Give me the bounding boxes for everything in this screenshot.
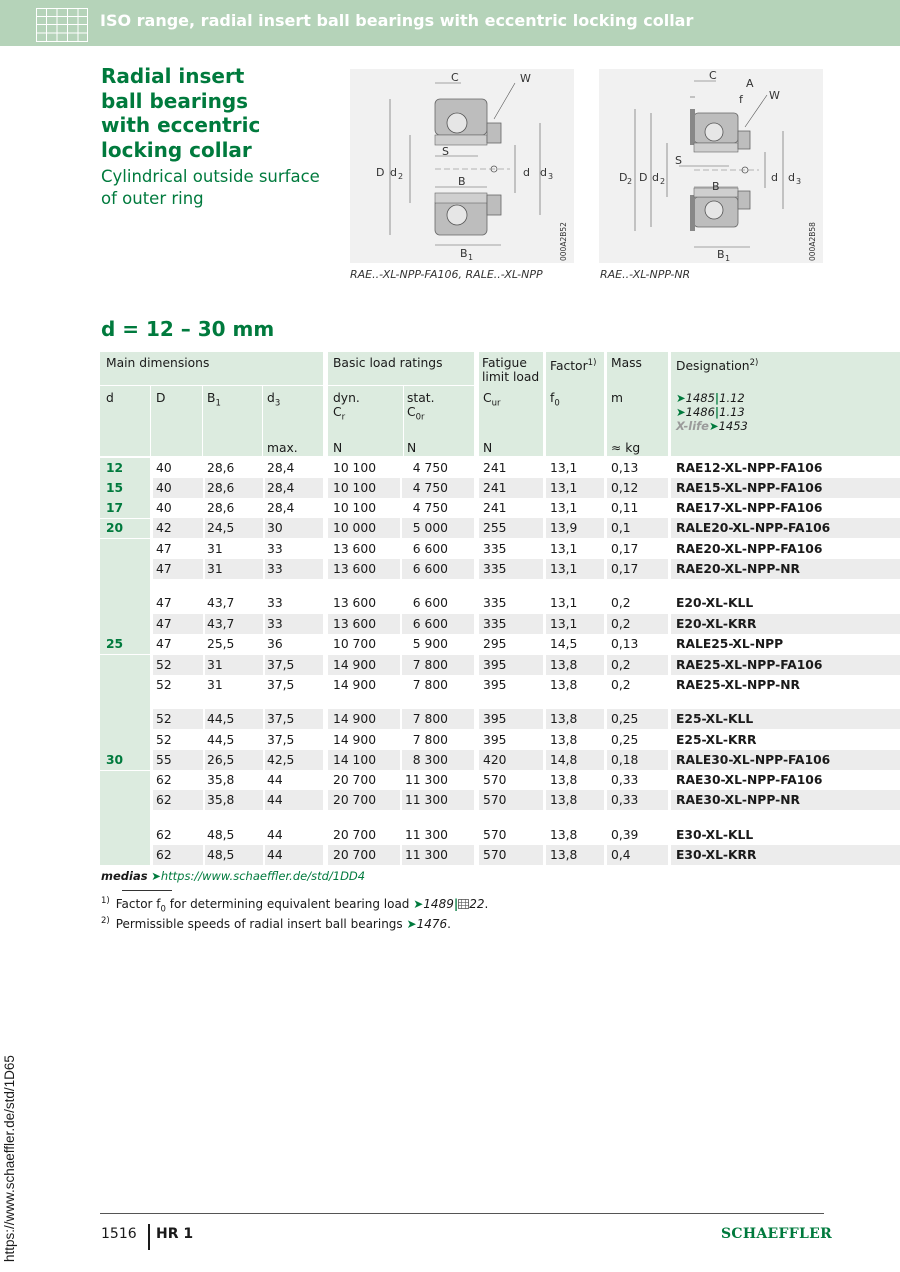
dim-label: D [639, 171, 648, 184]
cell-f0: 13,1 [550, 562, 578, 576]
cell-d3: 37,5 [267, 658, 295, 672]
cell-c0r: 6 600 [412, 617, 448, 631]
xlife-logo: X-life [676, 419, 709, 433]
cell-d3: 44 [267, 773, 283, 787]
dim-label: d [771, 171, 778, 184]
col-D: D [156, 391, 166, 405]
cell-c0r: 5 000 [412, 521, 448, 535]
dim-label: d [540, 166, 547, 179]
title-line: locking collar [101, 137, 252, 162]
cell-cr: 14 900 [333, 658, 377, 672]
table-row [100, 593, 900, 613]
cell-d3: 37,5 [267, 712, 295, 726]
cell-f0: 13,8 [550, 828, 578, 842]
dim-label: C [451, 71, 459, 84]
col-B1: $B_1$ [207, 391, 221, 409]
table-row [100, 750, 900, 770]
cell-b1: 31 [207, 658, 223, 672]
footnote-ref: 1) [587, 358, 597, 368]
cell-d: 47 [156, 637, 172, 651]
cell-cr: 10 700 [333, 637, 377, 651]
side-url[interactable]: https://www.schaeffler.de/std/1D65 [2, 1055, 17, 1262]
cell-designation: RALE20-XL-NPP-FA106 [676, 521, 831, 535]
cell-d: 25 [106, 637, 124, 651]
cell-d3: 36 [267, 637, 283, 651]
cell-cr: 20 700 [333, 848, 377, 862]
cell-designation: RAE20-XL-NPP-NR [676, 562, 800, 576]
cell-cur: 395 [483, 733, 507, 747]
dim-label: B [717, 248, 725, 261]
bearing-drawing-fa106 [350, 69, 574, 263]
title-line: with eccentric [101, 113, 261, 137]
cell-designation: RAE12-XL-NPP-FA106 [676, 461, 823, 475]
cell-cr: 20 700 [333, 773, 377, 787]
cell-designation: RAE17-XL-NPP-FA106 [676, 501, 823, 515]
cell-f0: 13,1 [550, 596, 578, 610]
col-group-designation [676, 356, 758, 373]
dim-label: A [746, 77, 754, 90]
cell-b1: 43,7 [207, 617, 235, 631]
cell-cr: 13 600 [333, 562, 377, 576]
cell-c0r: 6 600 [412, 542, 448, 556]
dim-label: d [523, 166, 530, 179]
dim-label: 2 [660, 177, 666, 186]
footnote-rule [122, 890, 172, 891]
drawing-code: 000A2B58 [808, 222, 817, 261]
cell-d: 52 [156, 658, 172, 672]
footer-separator [148, 1224, 150, 1250]
table-row [100, 825, 900, 845]
cell-c0r: 7 800 [412, 678, 448, 692]
cell-designation: RAE25-XL-NPP-FA106 [676, 658, 823, 672]
cell-d3: 44 [267, 828, 283, 842]
drawing-caption: RAE..-XL-NPP-FA106, RALE..-XL-NPP [350, 268, 543, 281]
subtitle-line: Cylindrical outside surface [101, 167, 320, 186]
table-row [100, 518, 900, 538]
dim-label: f [739, 93, 743, 106]
cell-cur: 570 [483, 848, 507, 862]
cell-d: 40 [156, 501, 172, 515]
cell-b1: 44,5 [207, 733, 235, 747]
cell-cur: 570 [483, 793, 507, 807]
cell-m: 0,25 [611, 712, 639, 726]
cell-d3: 33 [267, 617, 283, 631]
cell-b1: 48,5 [207, 828, 235, 842]
cell-cr: 10 100 [333, 481, 377, 495]
cell-m: 0,39 [611, 828, 639, 842]
table-row [100, 458, 900, 478]
unit-cr: N [333, 441, 343, 455]
cell-f0: 14,5 [550, 637, 578, 651]
footer-section: HR 1 [156, 1226, 194, 1242]
cell-cur: 295 [483, 637, 507, 651]
table-icon [458, 898, 469, 912]
cell-cr: 14 900 [333, 733, 377, 747]
table-row [100, 709, 900, 729]
cell-m: 0,1 [611, 521, 631, 535]
cell-m: 0,18 [611, 753, 639, 767]
cell-d: 47 [156, 596, 172, 610]
drawing-caption: RAE..-XL-NPP-NR [600, 268, 691, 281]
cell-m: 0,2 [611, 617, 631, 631]
cell-cur: 570 [483, 828, 507, 842]
cell-m: 0,13 [611, 461, 639, 475]
table-row [100, 790, 900, 810]
cell-d3: 37,5 [267, 733, 295, 747]
cell-f0: 13,8 [550, 658, 578, 672]
cell-d: 62 [156, 828, 172, 842]
cell-cr: 14 900 [333, 712, 377, 726]
cell-d3: 28,4 [267, 481, 295, 495]
cell-cur: 335 [483, 617, 507, 631]
dim-label: 2 [398, 172, 404, 181]
col-mass: m [611, 391, 623, 405]
cell-b1: 31 [207, 562, 223, 576]
cell-d3: 28,4 [267, 461, 295, 475]
cell-d3: 42,5 [267, 753, 295, 767]
cell-b1: 26,5 [207, 753, 235, 767]
dim-label: 2 [627, 177, 633, 186]
cell-b1: 25,5 [207, 637, 235, 651]
cell-d: 62 [156, 773, 172, 787]
cell-c0r: 11 300 [404, 848, 448, 862]
cell-b1: 28,6 [207, 461, 235, 475]
table-row [100, 559, 900, 579]
dim-label: 1 [468, 253, 474, 262]
dim-label: S [675, 154, 682, 167]
page-number: 1516 [101, 1226, 137, 1242]
col-d: d [106, 391, 114, 405]
table-row [100, 614, 900, 634]
group-divider [100, 518, 150, 519]
designation-label: Designation [676, 359, 750, 374]
brand-logo: SCHAEFFLER [721, 1226, 833, 1242]
cell-m: 0,17 [611, 562, 639, 576]
col-d3: $d_3$ [267, 391, 281, 409]
table-ref-link[interactable]: 22 [469, 897, 485, 911]
group-divider [100, 770, 150, 771]
cell-c0r: 7 800 [412, 658, 448, 672]
col-group-factor [550, 356, 596, 373]
cell-b1: 35,8 [207, 793, 235, 807]
table-row [100, 478, 900, 498]
cell-c0r: 5 900 [412, 637, 448, 651]
cell-d: 62 [156, 848, 172, 862]
cell-cr: 14 100 [333, 753, 377, 767]
cell-b1: 31 [207, 678, 223, 692]
cell-m: 0,4 [611, 848, 631, 862]
col-f0: $f_0$ [550, 391, 560, 409]
cell-d: 47 [156, 542, 172, 556]
cell-c0r: 7 800 [412, 712, 448, 726]
page-title [101, 64, 331, 162]
cell-d: 30 [106, 753, 124, 767]
arrow-icon: ➤ [406, 917, 417, 931]
medias-link[interactable] [101, 869, 365, 883]
cell-b1: 48,5 [207, 848, 235, 862]
dim-label: S [442, 145, 449, 158]
cell-b1: 35,8 [207, 773, 235, 787]
table-row [100, 539, 900, 559]
cell-designation: E30-XL-KRR [676, 848, 757, 862]
cell-d: 17 [106, 501, 124, 515]
table-row [100, 655, 900, 675]
cell-f0: 13,1 [550, 501, 578, 515]
cell-c0r: 11 300 [404, 773, 448, 787]
cell-designation: E20-XL-KLL [676, 596, 754, 610]
cell-d: 47 [156, 617, 172, 631]
cell-designation: RAE30-XL-NPP-NR [676, 793, 800, 807]
cell-designation: E20-XL-KRR [676, 617, 757, 631]
cell-cur: 395 [483, 658, 507, 672]
cell-m: 0,11 [611, 501, 639, 515]
cell-f0: 13,8 [550, 773, 578, 787]
col-Cur: $C_{ur}$ [483, 391, 501, 409]
cell-c0r: 8 300 [412, 753, 448, 767]
cell-m: 0,12 [611, 481, 639, 495]
page-ref-link[interactable]: 1476 [416, 917, 448, 931]
cell-m: 0,13 [611, 637, 639, 651]
arrow-icon: ➤ [413, 897, 424, 911]
title-line: ball bearings [101, 88, 249, 113]
dim-label: 1 [725, 254, 731, 263]
dim-label: d [390, 166, 397, 179]
cell-f0: 14,8 [550, 753, 578, 767]
cell-d: 42 [156, 521, 172, 535]
cell-m: 0,25 [611, 733, 639, 747]
cell-designation: RAE30-XL-NPP-FA106 [676, 773, 823, 787]
dim-label: 3 [796, 177, 802, 186]
cell-designation: E25-XL-KLL [676, 712, 754, 726]
dim-label: 3 [548, 172, 554, 181]
dim-label: B [460, 247, 468, 260]
cell-m: 0,33 [611, 793, 639, 807]
header-title: ISO range, radial insert ball bearings with eccentric locking collar [100, 11, 694, 30]
dim-label: W [520, 72, 531, 85]
cell-cur: 395 [483, 678, 507, 692]
cell-designation: RAE15-XL-NPP-FA106 [676, 481, 823, 495]
col-group-fatigue [482, 356, 539, 384]
subtitle-line: of outer ring [101, 189, 204, 208]
cell-f0: 13,1 [550, 542, 578, 556]
cell-d: 52 [156, 712, 172, 726]
cell-m: 0,2 [611, 678, 631, 692]
footer-rule [100, 1213, 824, 1214]
cell-d3: 44 [267, 848, 283, 862]
cell-cr: 20 700 [333, 828, 377, 842]
cell-c0r: 4 750 [412, 461, 448, 475]
designation-ref-link[interactable]: ➤1486|1.13 [676, 405, 745, 419]
dim-label: C [709, 69, 717, 82]
cell-d3: 33 [267, 596, 283, 610]
cell-designation: E30-XL-KLL [676, 828, 754, 842]
group-divider [100, 654, 150, 655]
table-row [100, 498, 900, 518]
cell-d: 40 [156, 461, 172, 475]
cell-f0: 13,8 [550, 733, 578, 747]
cell-f0: 13,9 [550, 521, 578, 535]
cell-cur: 395 [483, 712, 507, 726]
dim-label: D [376, 166, 385, 179]
group-divider [100, 538, 150, 539]
col-group-mass: Mass [611, 356, 642, 370]
arrow-icon: ➤ [151, 869, 161, 883]
dim-label: W [769, 89, 780, 102]
col-group-basic-load: Basic load ratings [333, 356, 443, 370]
table-row [100, 845, 900, 865]
cell-m: 0,17 [611, 542, 639, 556]
cell-d: 52 [156, 678, 172, 692]
cell-f0: 13,1 [550, 617, 578, 631]
cell-f0: 13,8 [550, 793, 578, 807]
cell-cur: 241 [483, 481, 507, 495]
designation-ref-link[interactable]: ➤1485|1.12 [676, 391, 745, 405]
cell-m: 0,2 [611, 658, 631, 672]
cell-c0r: 7 800 [412, 733, 448, 747]
page-subtitle [101, 166, 331, 210]
dim-label: D [619, 171, 628, 184]
cell-cur: 255 [483, 521, 507, 535]
cell-designation: RAE20-XL-NPP-FA106 [676, 542, 823, 556]
cell-d3: 33 [267, 542, 283, 556]
cell-b1: 24,5 [207, 521, 235, 535]
bearing-drawing-nr [599, 69, 823, 263]
unit-c0r: N [407, 441, 417, 455]
cell-c0r: 4 750 [412, 501, 448, 515]
cell-b1: 43,7 [207, 596, 235, 610]
footnote: $^{1)}$ Factor $f_0$ for determining equivalent bearing load ➤1489| 22. [101, 896, 489, 915]
cell-designation: RAE25-XL-NPP-NR [676, 678, 800, 692]
cell-c0r: 6 600 [412, 562, 448, 576]
cell-d: 20 [106, 521, 124, 535]
cell-d3: 30 [267, 521, 283, 535]
cell-d3: 28,4 [267, 501, 295, 515]
cell-cr: 10 100 [333, 461, 377, 475]
cell-d3: 44 [267, 793, 283, 807]
cell-f0: 13,1 [550, 461, 578, 475]
cell-designation: RALE30-XL-NPP-FA106 [676, 753, 831, 767]
cell-b1: 28,6 [207, 481, 235, 495]
cell-d: 40 [156, 481, 172, 495]
cell-cur: 335 [483, 596, 507, 610]
cell-b1: 44,5 [207, 712, 235, 726]
table-row [100, 730, 900, 750]
unit-max: max. [267, 441, 298, 455]
cell-cr: 20 700 [333, 793, 377, 807]
cell-b1: 28,6 [207, 501, 235, 515]
dim-label: d [788, 171, 795, 184]
unit-cur: N [483, 441, 493, 455]
cell-m: 0,2 [611, 596, 631, 610]
col-group-main-dimensions: Main dimensions [106, 356, 210, 370]
cell-d: 47 [156, 562, 172, 576]
cell-c0r: 11 300 [404, 793, 448, 807]
page-header [0, 0, 900, 46]
medias-url[interactable]: https://www.schaeffler.de/std/1DD4 [160, 869, 366, 883]
table-row [100, 634, 900, 654]
cell-f0: 13,8 [550, 678, 578, 692]
cell-b1: 31 [207, 542, 223, 556]
cell-cur: 241 [483, 501, 507, 515]
dim-label: B [712, 180, 720, 193]
cell-d3: 37,5 [267, 678, 295, 692]
cell-d: 12 [106, 461, 124, 475]
cell-d: 62 [156, 793, 172, 807]
fatigue-line: Fatigue [482, 356, 527, 370]
cell-c0r: 4 750 [412, 481, 448, 495]
unit-mass: ≈ kg [611, 441, 641, 455]
designation-ref-link[interactable]: X-life➤1453 [676, 419, 748, 433]
medias-label: medias [101, 869, 148, 883]
cell-f0: 13,1 [550, 481, 578, 495]
range-heading: d = 12 – 30 mm [101, 317, 275, 341]
cell-cr: 13 600 [333, 596, 377, 610]
cell-cr: 13 600 [333, 542, 377, 556]
drawing-code: 000A2B52 [559, 222, 568, 261]
footnote-ref: 2) [749, 358, 759, 368]
cell-d: 15 [106, 481, 124, 495]
cell-cur: 335 [483, 542, 507, 556]
cell-m: 0,33 [611, 773, 639, 787]
cell-cr: 10 100 [333, 501, 377, 515]
cell-designation: RALE25-XL-NPP [676, 637, 784, 651]
cell-d: 52 [156, 733, 172, 747]
table-grid-icon [36, 8, 88, 42]
cell-designation: E25-XL-KRR [676, 733, 757, 747]
col-C0r: stat. $C_{0r}$ [407, 391, 435, 423]
cell-cur: 335 [483, 562, 507, 576]
table-row [100, 770, 900, 790]
cell-c0r: 6 600 [412, 596, 448, 610]
cell-cr: 10 000 [333, 521, 377, 535]
table-row [100, 675, 900, 695]
cell-cur: 241 [483, 461, 507, 475]
cell-c0r: 11 300 [404, 828, 448, 842]
fatigue-line: limit load [482, 370, 540, 384]
dim-label: d [652, 171, 659, 184]
col-Cr: dyn. $C_r$ [333, 391, 360, 423]
page-ref-link[interactable]: 1489 [423, 897, 454, 911]
cell-d: 55 [156, 753, 172, 767]
cell-cur: 420 [483, 753, 507, 767]
footnote: $^{2)}$ Permissible speeds of radial insert ball bearings ➤1476. [101, 916, 451, 931]
dim-label: B [458, 175, 466, 188]
cell-cr: 13 600 [333, 617, 377, 631]
factor-label: Factor [550, 359, 588, 374]
cell-cr: 14 900 [333, 678, 377, 692]
cell-d3: 33 [267, 562, 283, 576]
cell-cur: 570 [483, 773, 507, 787]
cell-f0: 13,8 [550, 712, 578, 726]
title-line: Radial insert [101, 64, 245, 88]
cell-f0: 13,8 [550, 848, 578, 862]
